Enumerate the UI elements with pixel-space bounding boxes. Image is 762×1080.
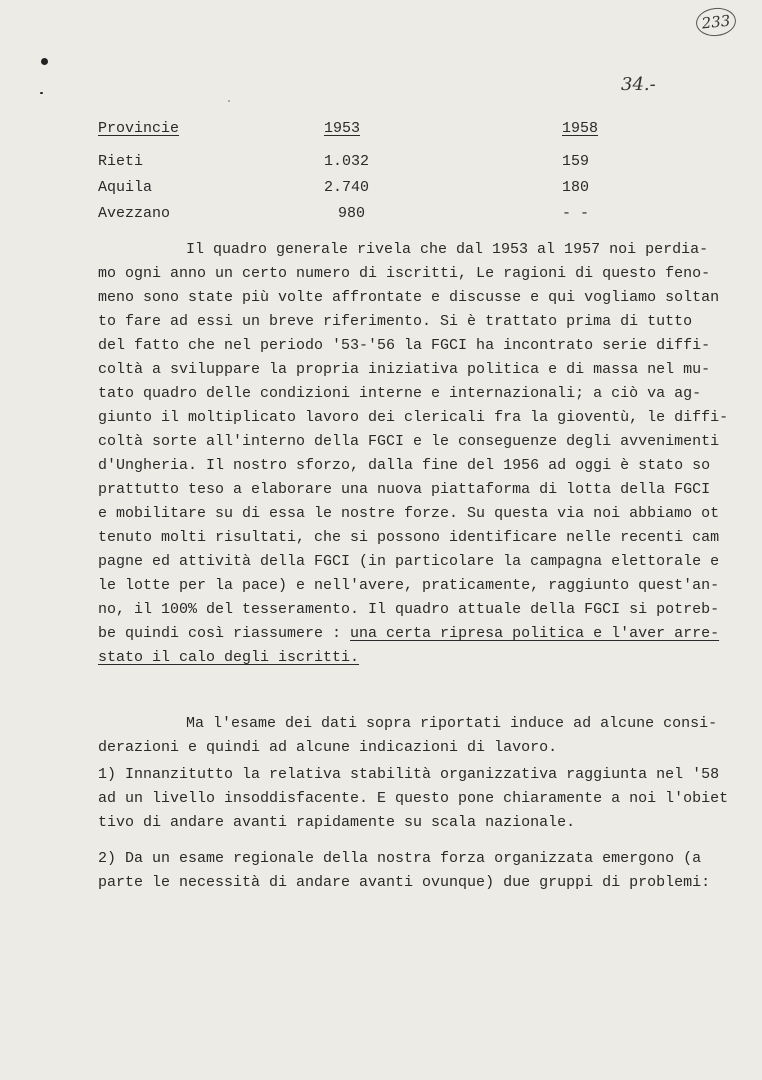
archive-stamp <box>695 6 738 38</box>
text-line: 2) Da un esame regionale della nostra forza organizzata emergono (a <box>98 850 702 867</box>
text-line: e mobilitare su di essa le nostre forze. Su questa via noi abbiamo ot <box>98 505 720 522</box>
text-line: ad un livello insoddisfacente. E questo pone chiaramente a noi l'obiet <box>98 790 729 807</box>
cell-1958: 180 <box>562 179 590 196</box>
page-number: 34.- <box>621 74 656 95</box>
text-line: coltà a sviluppare la propria iniziativa politica e di massa nel mu- <box>98 361 711 378</box>
text-line: d'Ungheria. Il nostro sforzo, dalla fine del 1956 ad oggi è stato so <box>98 457 711 474</box>
cell-1953: 1.032 <box>324 153 370 170</box>
text-line: mo ogni anno un certo numero di iscritti, Le ragioni di questo feno- <box>98 265 711 282</box>
text-line: prattutto teso a elaborare una nuova piattaforma di lotta della FGCI <box>98 481 711 498</box>
punch-mark <box>40 92 43 94</box>
header-provincie: Provincie <box>98 120 180 137</box>
text-line: coltà sorte all'interno della FGCI e le conseguenze degli avvenimenti <box>98 433 720 450</box>
stamp-number: 233 <box>700 11 732 33</box>
underlined-text: una certa ripresa politica e l'aver arre- <box>350 625 720 642</box>
text-line: le lotte per la pace) e nell'avere, praticamente, raggiunto quest'an- <box>98 577 720 594</box>
text-span: be quindi così riassumere : <box>98 625 351 642</box>
text-line: tenuto molti risultati, che si possono identificare nelle recenti cam <box>98 529 720 546</box>
text-line: giunto il moltiplicato lavoro dei clericali fra la gioventù, le diffi- <box>98 409 729 426</box>
speck <box>228 100 230 102</box>
header-1953: 1953 <box>324 120 361 137</box>
text-line: tato quadro delle condizioni interne e internazionali; a ciò va ag- <box>98 385 702 402</box>
text-line: parte le necessità di andare avanti ovunque) due gruppi di problemi: <box>98 874 711 891</box>
cell-1958: 159 <box>562 153 590 170</box>
text-line: Ma l'esame dei dati sopra riportati induce ad alcune consi- <box>186 715 718 732</box>
text-line: no, il 100% del tesseramento. Il quadro attuale della FGCI si potreb- <box>98 601 720 618</box>
text-line: pagne ed attività della FGCI (in particolare la campagna elettorale e <box>98 553 720 570</box>
cell-1958: - - <box>562 205 590 222</box>
text-line: meno sono state più volte affrontate e discusse e qui vogliamo soltan <box>98 289 720 306</box>
text-line <box>98 625 719 645</box>
text-line: derazioni e quindi ad alcune indicazioni di lavoro. <box>98 739 558 756</box>
cell-province: Rieti <box>98 153 144 170</box>
cell-province: Avezzano <box>98 205 171 222</box>
text-line: tivo di andare avanti rapidamente su scala nazionale. <box>98 814 576 831</box>
underlined-text: stato il calo degli iscritti. <box>98 649 360 666</box>
text-line: del fatto che nel periodo '53-'56 la FGCI ha incontrato serie diffi- <box>98 337 711 354</box>
text-line: to fare ad essi un breve riferimento. Si è trattato prima di tutto <box>98 313 693 330</box>
cell-province: Aquila <box>98 179 153 196</box>
text-line: 1) Innanzitutto la relativa stabilità organizzativa raggiunta nel '58 <box>98 766 720 783</box>
cell-1953: 2.740 <box>324 179 370 196</box>
punch-mark <box>41 58 48 65</box>
header-1958: 1958 <box>562 120 599 137</box>
text-line: Il quadro generale rivela che dal 1953 al 1957 noi perdia- <box>186 241 709 258</box>
cell-1953: 980 <box>338 205 366 222</box>
